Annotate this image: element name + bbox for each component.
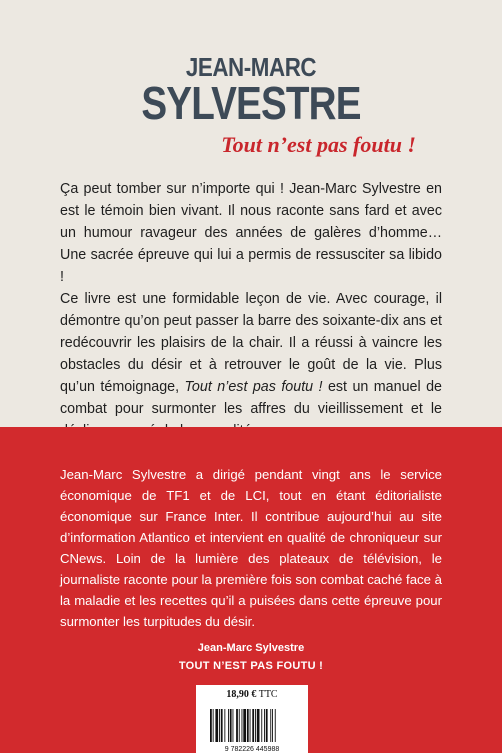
author-last-name: SYLVESTRE: [141, 77, 361, 129]
footer-title: TOUT N’EST PAS FOUTU !: [178, 660, 324, 672]
barcode-bar: [272, 709, 273, 742]
barcode-bar: [215, 709, 218, 742]
barcode-bar: [275, 709, 276, 742]
blurb-paragraph-1: Ça peut tomber sur n’importe qui ! Jean-Marc Sylvestre en est le témoin bien vivant. Il nous raconte sans fard et avec un humour ravageur des années de galères d’homme… Une sacrée épreuve qui lui a permis de ressusciter sa libido !: [60, 181, 442, 285]
price-label: [196, 689, 308, 700]
barcode-bar: [252, 709, 254, 742]
barcode-bar: [250, 709, 251, 742]
blurb-paragraph-2-start: Ce livre est une formidable leçon de vie. Avec courage, il démontre qu’on peut passer la barre des soixante-dix ans et redécouvrir les plaisirs de la chair. Il a réussi à vaincre les obstacles du désir et à retrouver le goût de la vie. Plus qu’un témoignage,: [60, 291, 442, 395]
barcode-bar: [243, 709, 246, 742]
barcode-bar: [242, 709, 243, 742]
barcode-icon: [206, 707, 298, 753]
barcode-bar: [264, 709, 265, 742]
barcode-bar: [266, 709, 268, 742]
blurb-paragraph-2-end: est un manuel de combat pour surmonter les affres du vieillissement et le: [60, 379, 442, 417]
footer-author: Jean-Marc Sylvestre: [197, 642, 305, 654]
barcode-bar: [210, 709, 212, 742]
price-value: 18,90 €: [226, 689, 257, 700]
barcode-bar: [236, 709, 238, 742]
barcode-bar: [230, 709, 232, 742]
author-bio: Jean-Marc Sylvestre a dirigé pendant vingt ans le service économique de TF1 et de LCI, tout en étant éditorialiste économique sur France Inter. Il contribue aujourd’hui au site d’information Atlantico et intervient en qualité de chroniqueur sur CNews. Loin de la lumière des plateaux de télévision, le journaliste raconte pour la première fois son combat caché face à la maladie et les recettes qu’il a puisées dans cette épreuve pour surmonter les turpitudes du désir.: [60, 467, 442, 629]
barcode-bar: [257, 709, 260, 742]
barcode: [206, 707, 298, 753]
barcode-bar: [219, 709, 220, 742]
barcode-bar: [247, 709, 249, 742]
barcode-digits: 9 782226 445988: [224, 746, 280, 753]
barcode-bar: [228, 709, 229, 742]
barcode-bar: [224, 709, 225, 742]
blurb-title-italic: Tout n’est pas foutu !: [184, 379, 323, 395]
barcode-bar: [261, 709, 262, 742]
barcode-bar: [239, 709, 240, 742]
price-suffix: TTC: [256, 689, 278, 700]
barcode-bar: [255, 709, 256, 742]
author-first-name: JEAN-MARC: [185, 52, 317, 82]
blurb-paragraph-2: [60, 288, 442, 442]
price-barcode-box: [196, 685, 308, 753]
barcode-bar: [213, 709, 214, 742]
barcode-bar: [221, 709, 223, 742]
barcode-bar: [233, 709, 234, 742]
book-title: Tout n’est pas foutu !: [221, 132, 416, 157]
barcode-bar: [270, 709, 271, 742]
